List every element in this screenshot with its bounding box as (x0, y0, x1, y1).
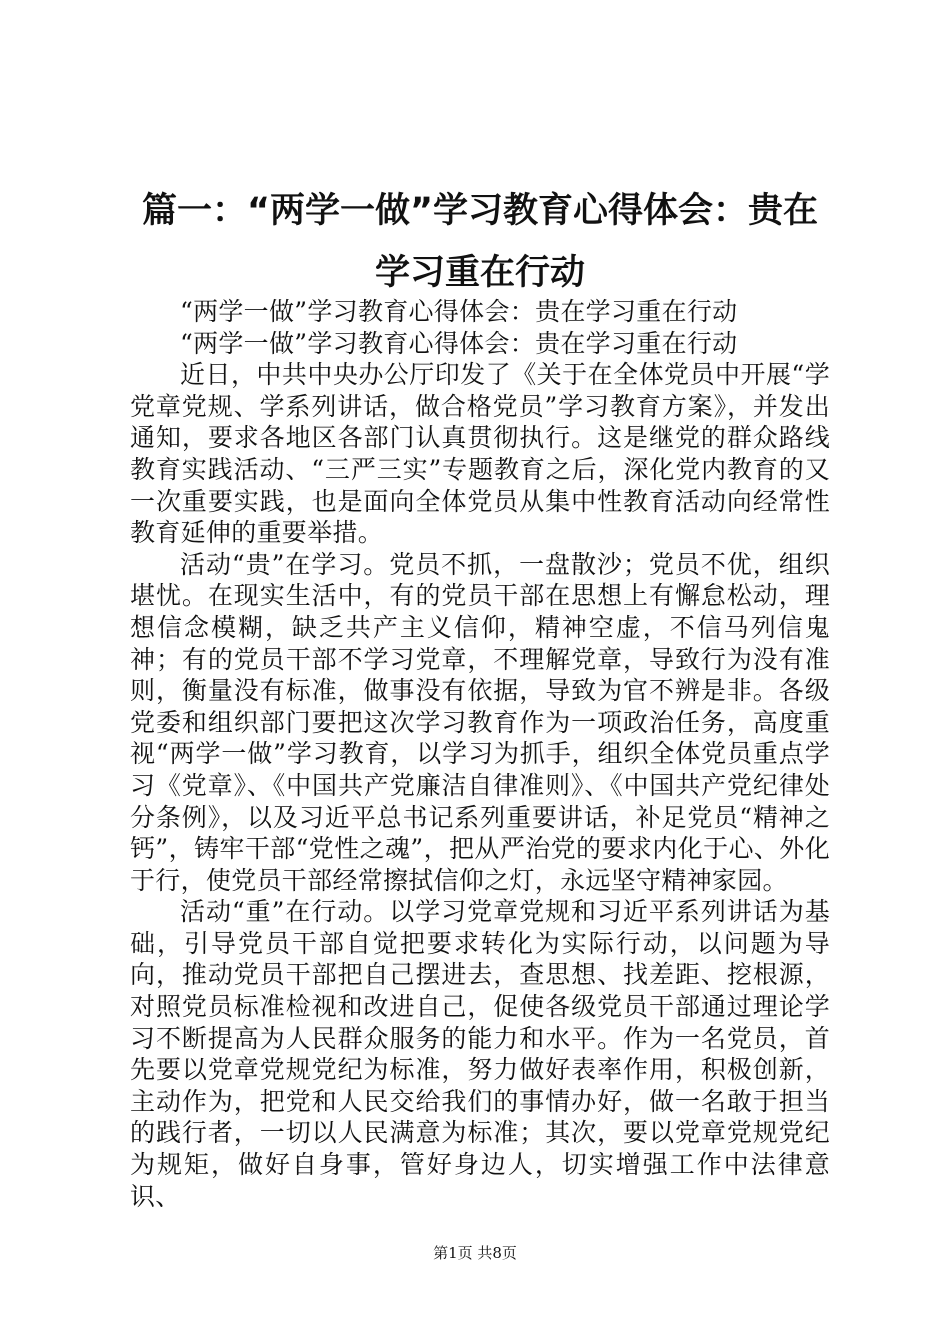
page-footer: 第1页 共8页 (433, 1244, 517, 1262)
paragraph-subtitle-2: “两学一做”学习教育心得体会：贵在学习重在行动 (180, 328, 738, 358)
paragraph-subtitle-1: “两学一做”学习教育心得体会：贵在学习重在行动 (180, 297, 738, 326)
document-title: 篇一：“两学一做”学习教育心得体会：贵在学习重在行动 (141, 191, 818, 293)
paragraph-action: 活动“重”在行动。以学习党章党规和习近平系列讲话为基础，引导党员干部自觉把要求转化为实际行动，以问题为导向，推动党员干部把自己摆进去，查思想、找差距、挖根源，对照党员标准检视和改进自己，促使各级党员干部通过理论学习不断提高为人民群众服务的能力和水平。作为一名党员，首先要以党章党规党纪为标准，努力做好表率作用，积极创新，主动作为，把党和人民交给我们的事情办好，做一名敢于担当的践行者，一切以人民满意为标准；其次，要以党章党规党纪为规矩，做好自身事，管好身边人，切实增强工作中法律意识、 (130, 897, 830, 1211)
paragraph-study: 活动“贵”在学习。党员不抓，一盘散沙；党员不优，组织堪忧。在现实生活中，有的党员干部在思想上有懈怠松动，理想信念模糊，缺乏共产主义信仰，精神空虚，不信马列信鬼神；有的党员干部不学习党章，不理解党章，导致行为没有准则，衡量没有标准，做事没有依据，导致为官不辨是非。各级党委和组织部门要把这次学习教育作为一项政治任务，高度重视“两学一做”学习教育，以学习为抓手，组织全体党员重点学习《党章》、《中国共产党廉洁自律准则》、《中国共产党纪律处分条例》，以及习近平总书记系列重要讲话，补足党员“精神之钙”，铸牢干部“党性之魂”，把从严治党的要求内化于心、外化于行，使党员干部经常擦拭信仰之灯，永远坚守精神家园。 (130, 549, 830, 895)
paragraph-intro: 近日，中共中央办公厅印发了《关于在全体党员中开展“学党章党规、学系列讲话，做合格党员”学习教育方案》，并发出通知，要求各地区各部门认真贯彻执行。这是继党的群众路线教育实践活动、“三严三实”专题教育之后，深化党内教育的又一次重要实践，也是面向全体党员从集中性教育活动向经常性教育延伸的重要举措。 (130, 360, 830, 548)
document-body (130, 296, 830, 1212)
